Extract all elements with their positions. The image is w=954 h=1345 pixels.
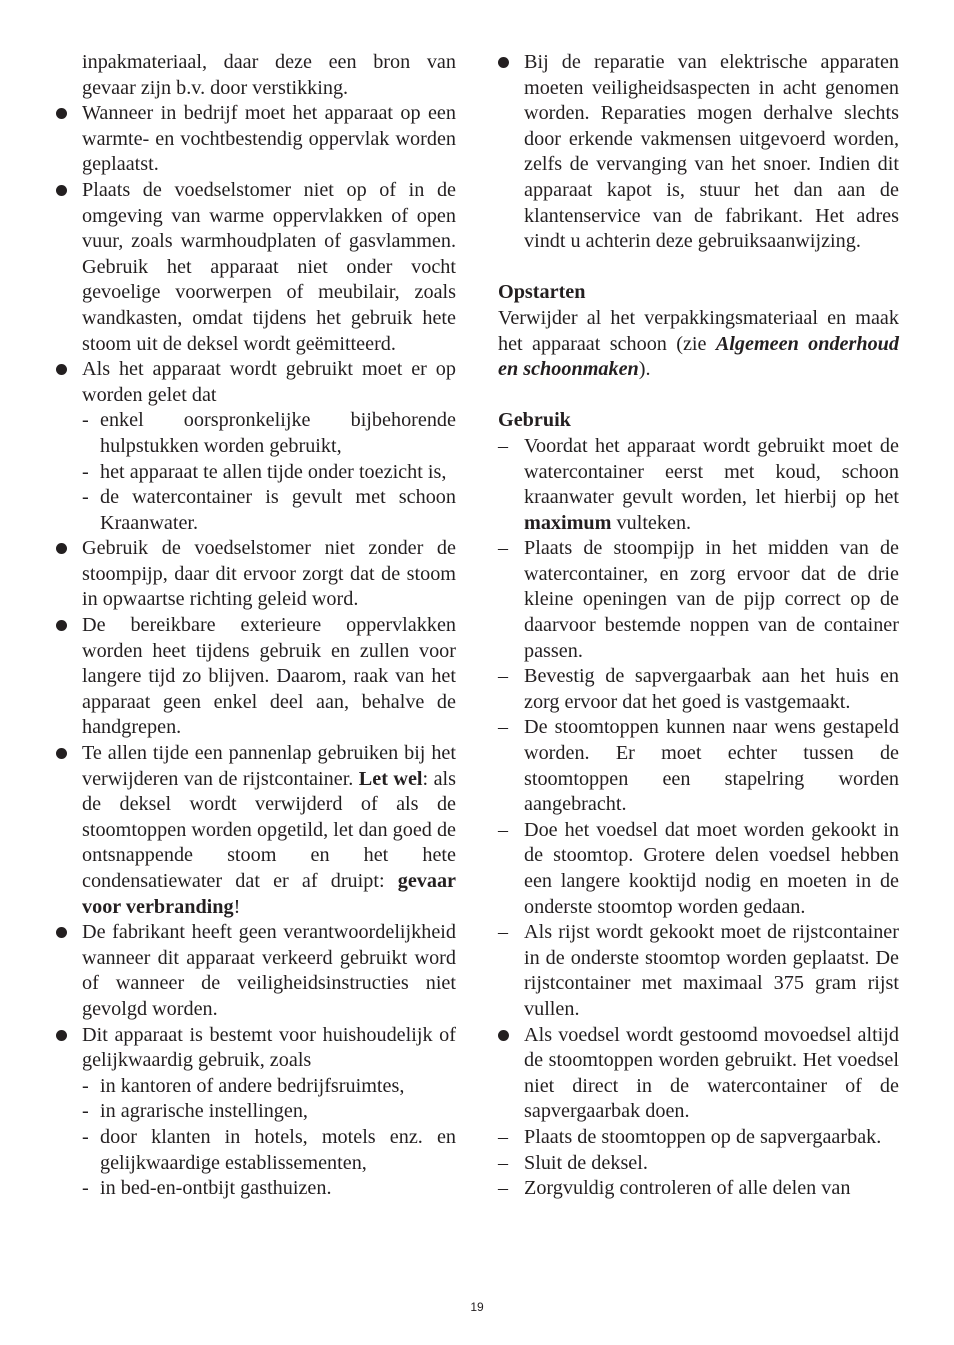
warning-text: gevaar voor verbranding [82, 870, 457, 918]
dash-marker: – [498, 665, 508, 688]
bullet-icon [56, 178, 82, 204]
sub-list-item: - het apparaat te allen tijde onder toezicht is, [82, 460, 447, 483]
dash-marker: – [498, 921, 508, 944]
bullet-item: De bereikbare exterieure oppervlakken worden heet tijdens gebruik en zullen voor langere tijd zo blijven. Daarom, raak van het apparaat geen enkel deel aan, behalve de handgrepen. [56, 613, 456, 741]
bullet-item: Wanneer in bedrijf moet het apparaat op een warmte- en vochtbestendig oppervlak worden geplaatst. [56, 101, 456, 178]
page-number: 19 [470, 1300, 484, 1314]
bullet-item: Dit apparaat is bestemt voor huishoudelijk of gelijkwaardig gebruik, zoals - in kantoren of andere bedrijfsruimtes, - in agrarische instellingen, - door klanten in hotels, motels enz. en gelijkwaardige establissementen, - in bed-en-ontbijt gasthuizen. [56, 1023, 456, 1202]
bullet-item: Te allen tijde een pannenlap gebruiken bij het verwijderen van de rijstcontainer. Let wel: als de deksel wordt verwijderd of als de stoomtoppen worden opgetild, let dan goed de ontsnappende stoom en het hete condensatiewater dat er af druipt: gevaar voor verbranding! [56, 741, 456, 920]
right-column [498, 50, 899, 1202]
dash-marker: – [498, 818, 508, 841]
dash-marker: – [498, 716, 508, 739]
dash-item: – Als rijst wordt gekookt moet de rijstcontainer in de onderste stoomtop worden geplaatst. De rijstcontainer met maximaal 375 gram rijst vullen. [498, 921, 899, 1020]
dash-item: – Zorgvuldig controleren of alle delen van [498, 1176, 899, 1202]
dash-marker: – [498, 1177, 508, 1200]
sub-list-item: - enkel oorspronkelijke bijbehorende hulpstukken worden gebruikt, [82, 409, 456, 457]
bullet-icon [498, 50, 524, 76]
bullet-icon [56, 613, 82, 639]
sub-list-item: - in bed-en-ontbijt gasthuizen. [82, 1177, 332, 1200]
dash-item: – Sluit de deksel. [498, 1151, 899, 1177]
dash-item: – Plaats de stoompijp in het midden van de watercontainer, en zorg ervoor dat de drie kleine openingen van de pijp correct op de daarvoor bestemde noppen van de container passen. [498, 537, 899, 662]
bullet-item: Als voedsel wordt gestoomd movoedsel altijd de stoomtoppen worden gebruikt. Het voedsel niet direct in de watercontainer of de sapvergaarbak doen. [498, 1023, 899, 1125]
dash-item: – Voordat het apparaat wordt gebruikt moet de watercontainer eerst met koud, schoon kraanwater gevult worden, let hierbij op het maximum vulteken. [498, 434, 899, 534]
left-column [56, 50, 456, 1202]
dash-item: – Plaats de stoomtoppen op de sapvergaarbak. [498, 1125, 899, 1151]
dash-marker: – [498, 434, 508, 457]
bullet-icon [56, 536, 82, 562]
cross-reference: Algemeen onderhoud en schoonmaken [498, 332, 899, 381]
bullet-icon [56, 357, 82, 383]
bullet-icon [498, 1023, 524, 1049]
emphasis-text: Let wel [358, 767, 423, 790]
dash-marker: – [498, 1151, 508, 1174]
sub-list-item: - door klanten in hotels, motels enz. en gelijkwaardige establissementen, [82, 1125, 456, 1174]
continued-paragraph: inpakmateriaal, daar deze een bron van gevaar zijn b.v. door verstikking. [82, 51, 456, 99]
bullet-icon [56, 1023, 82, 1049]
dash-marker: – [498, 1125, 508, 1148]
dash-item: – Bevestig de sapvergaarbak aan het huis en zorg ervoor dat het goed is vastgemaakt. [498, 665, 899, 713]
section-heading-opstarten: Opstarten [498, 281, 586, 304]
bullet-item: Bij de reparatie van elektrische apparaten moeten veiligheidsaspecten in acht genomen worden. Reparaties mogen derhalve slechts door erkende vakmensen uitgevoerd worden, zelfs de vervanging van het snoer. Indien dit apparaat kapot is, stuur het dan aan de klantenservice van de fabrikant. Het adres vindt u achterin deze gebruiksaanwijzing. [498, 50, 899, 255]
section-heading-gebruik: Gebruik [498, 409, 571, 432]
sub-list-item: - in kantoren of andere bedrijfsruimtes, [82, 1074, 405, 1097]
sub-list-item: - in agrarische instellingen, [82, 1100, 308, 1123]
bullet-item: De fabrikant heeft geen verantwoordelijkheid wanneer dit apparaat verkeerd gebruikt word of wanneer de veiligheidsinstructies niet gevolgd worden. [56, 920, 456, 1022]
bullet-item: Gebruik de voedselstomer niet zonder de stoompijp, daar dit ervoor zorgt dat de stoom in opwaartse richting geleid word. [56, 536, 456, 613]
dash-item: – Doe het voedsel dat moet worden gekookt in de stoomtop. Grotere delen voedsel hebben een langere kooktijd nodig en moeten in de onderste stoomtop worden gedaan. [498, 818, 899, 918]
bullet-icon [56, 920, 82, 946]
dash-marker: – [498, 537, 508, 560]
emphasis-text: maximum [524, 511, 612, 534]
opstarten-paragraph: Verwijder al het verpakkingsmateriaal en maak het apparaat schoon (zie Algemeen onderhoud en schoonmaken). [498, 306, 899, 381]
bullet-icon [56, 741, 82, 767]
bullet-icon [56, 101, 82, 127]
sub-list-item: - de watercontainer is gevult met schoon Kraanwater. [82, 486, 456, 534]
bullet-item: Als het apparaat wordt gebruikt moet er op worden gelet dat - enkel oorspronkelijke bijbehorende hulpstukken worden gebruikt, - het apparaat te allen tijde onder toezicht is, - de watercontainer is gevult met schoon Kraanwater. [56, 357, 456, 536]
dash-item: – De stoomtoppen kunnen naar wens gestapeld worden. Er moet echter tussen de stoomtoppen een stapelring worden aangebracht. [498, 716, 899, 816]
bullet-item: Plaats de voedselstomer niet op of in de omgeving van warme oppervlakken of open vuur, zoals warmhoudplaten of gasvlammen. Gebruik het apparaat niet onder vocht gevoelige voorwerpen of meubilair, zoals wandkasten, omdat tijdens het gebruik hete stoom uit de deksel wordt geëmitteerd. [56, 178, 456, 357]
